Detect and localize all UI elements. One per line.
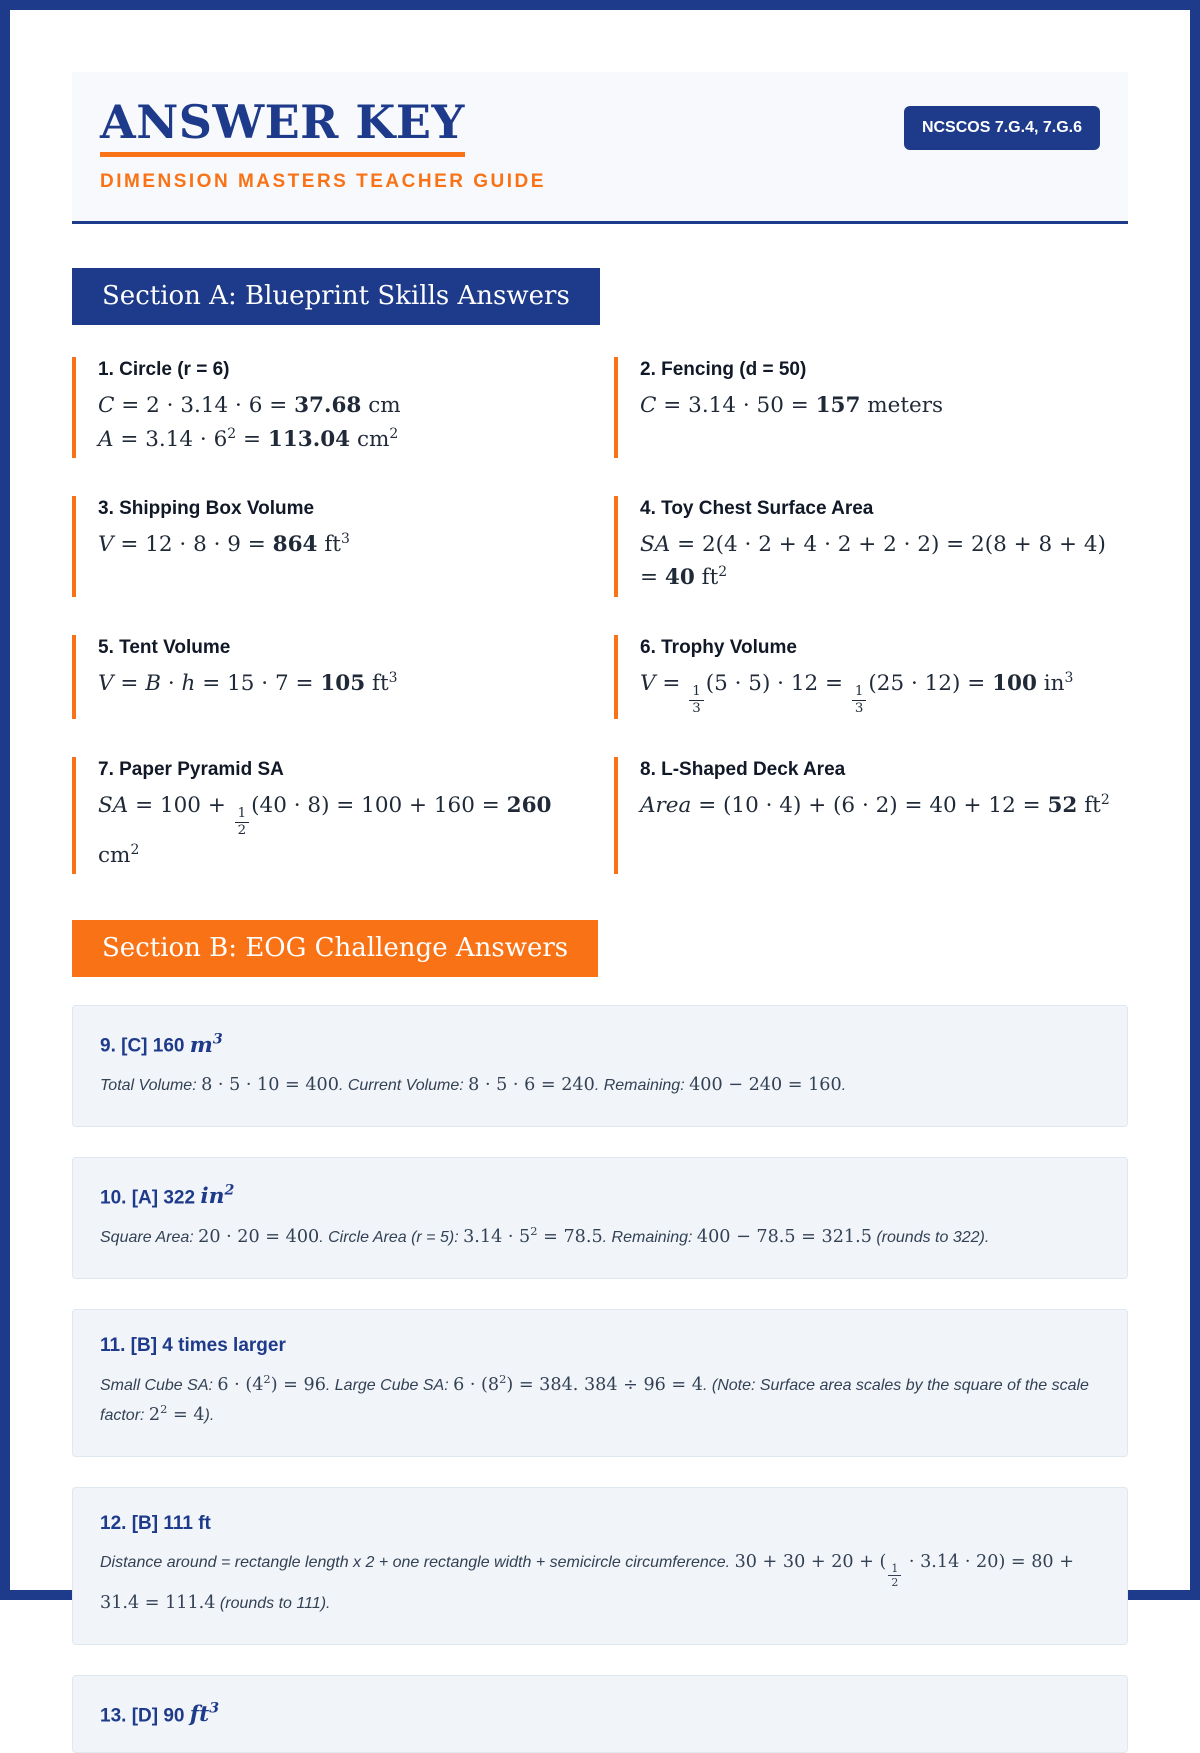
page-title: ANSWER KEY: [100, 98, 465, 157]
answer-item-title: 8. L-Shaped Deck Area: [640, 758, 846, 780]
eog-answer-13: [72, 1675, 1128, 1753]
answer-item-math: V = B · h = 15 · 7 = 105 $ft^3$: [98, 669, 398, 696]
standards-badge: NCSCOS 7.G.4, 7.G.6: [904, 106, 1100, 150]
eog-answer-heading: 12. [B] 111 ft: [100, 1513, 211, 1535]
answer-item-math: V = $\frac{1}{3}$ (5 · 5) · 12 = $\frac{1}{3}$ (25 · 12) = 100 $in^3$: [640, 669, 1074, 716]
eog-answer-heading: 11. [B] 4 times larger: [100, 1334, 286, 1356]
answer-item-math: SA = 2(4 · 2 + 4 · 2 + 2 · 2) = 2(8 + 8 + 4) = 40 $ft^2$: [640, 531, 1106, 591]
header: [72, 72, 1128, 221]
answer-item-4: [614, 496, 1128, 597]
eog-answer-heading: 10. [A] 322 $in^2$: [100, 1182, 235, 1209]
answer-item-8: [614, 757, 1128, 875]
answer-item-title: 3. Shipping Box Volume: [98, 497, 315, 519]
answer-item-title: 1. Circle (r = 6): [98, 359, 230, 381]
section-b-cards: [72, 1005, 1128, 1752]
eog-answer-explanation: Distance around = rectangle length x 2 + one rectangle width + semicircle circumference. 30 + 30 + 20 + ( $\frac{1}{2}$ · 3.14 · 20) = 80 + 31.4 = 111.4 (rounds to 111).: [100, 1552, 1074, 1613]
eog-answer-explanation: Total Volume: 8 · 5 · 10 = 400. Current Volume: 8 · 5 · 6 = 240. Remaining: 400 − 240 = 160.: [100, 1074, 847, 1095]
section-a-grid: [72, 357, 1128, 874]
answer-item-3: [72, 496, 586, 597]
header-divider: [72, 221, 1128, 224]
answer-item-math: C = 2 · 3.14 · 6 = 37.68 cm $A = 3.14 \cdot 6^2 = 113.04$ $cm^2$: [98, 393, 401, 452]
answer-item-math: Area = (10 · 4) + (6 · 2) = 40 + 12 = 52 $ft^2$: [640, 791, 1110, 818]
header-titles: [100, 95, 546, 193]
eog-answer-explanation: Small Cube SA: $6 \cdot (4^2) = 96$. Large Cube SA: $6 \cdot (8^2) = 384$. 384 ÷ 96 = 4. (Note: Surface area scales by the square of the scale factor: $2^2 = 4$).: [100, 1371, 1089, 1426]
eog-answer-heading: 13. [D] 90 $ft^3$: [100, 1700, 220, 1727]
page-content: [10, 10, 1190, 1753]
section-a-banner: Section A: Blueprint Skills Answers: [72, 268, 600, 325]
answer-item-2: [614, 357, 1128, 458]
section-b-banner: Section B: EOG Challenge Answers: [72, 920, 598, 977]
answer-item-math: V = 12 · 8 · 9 = 864 $ft^3$: [98, 530, 350, 557]
answer-item-1: [72, 357, 586, 458]
answer-item-title: 4. Toy Chest Surface Area: [640, 497, 874, 519]
answer-item-math: SA = 100 + $\frac{1}{2}$ (40 · 8) = 100 + 160 = 260 $cm^2$: [98, 792, 552, 869]
answer-item-title: 7. Paper Pyramid SA: [98, 758, 284, 780]
eog-answer-9: [72, 1005, 1128, 1126]
answer-item-math: C = 3.14 · 50 = 157 meters: [640, 393, 944, 419]
answer-item-title: 6. Trophy Volume: [640, 636, 797, 658]
eog-answer-11: [72, 1309, 1128, 1458]
eog-answer-12: [72, 1487, 1128, 1644]
answer-item-7: [72, 757, 586, 875]
eog-answer-10: [72, 1157, 1128, 1279]
answer-item-title: 2. Fencing (d = 50): [640, 359, 807, 381]
answer-item-5: [72, 635, 586, 719]
answer-item-6: [614, 635, 1128, 719]
page-subtitle: DIMENSION MASTERS TEACHER GUIDE: [100, 171, 546, 193]
eog-answer-heading: 9. [C] 160 $m^3$: [100, 1031, 223, 1058]
eog-answer-explanation: Square Area: 20 · 20 = 400. Circle Area (r = 5): $3.14 \cdot 5^2 = 78.5$. Remaining: 400 − 78.5 = 321.5 (rounds to 322).: [100, 1223, 990, 1247]
answer-item-title: 5. Tent Volume: [98, 636, 231, 658]
